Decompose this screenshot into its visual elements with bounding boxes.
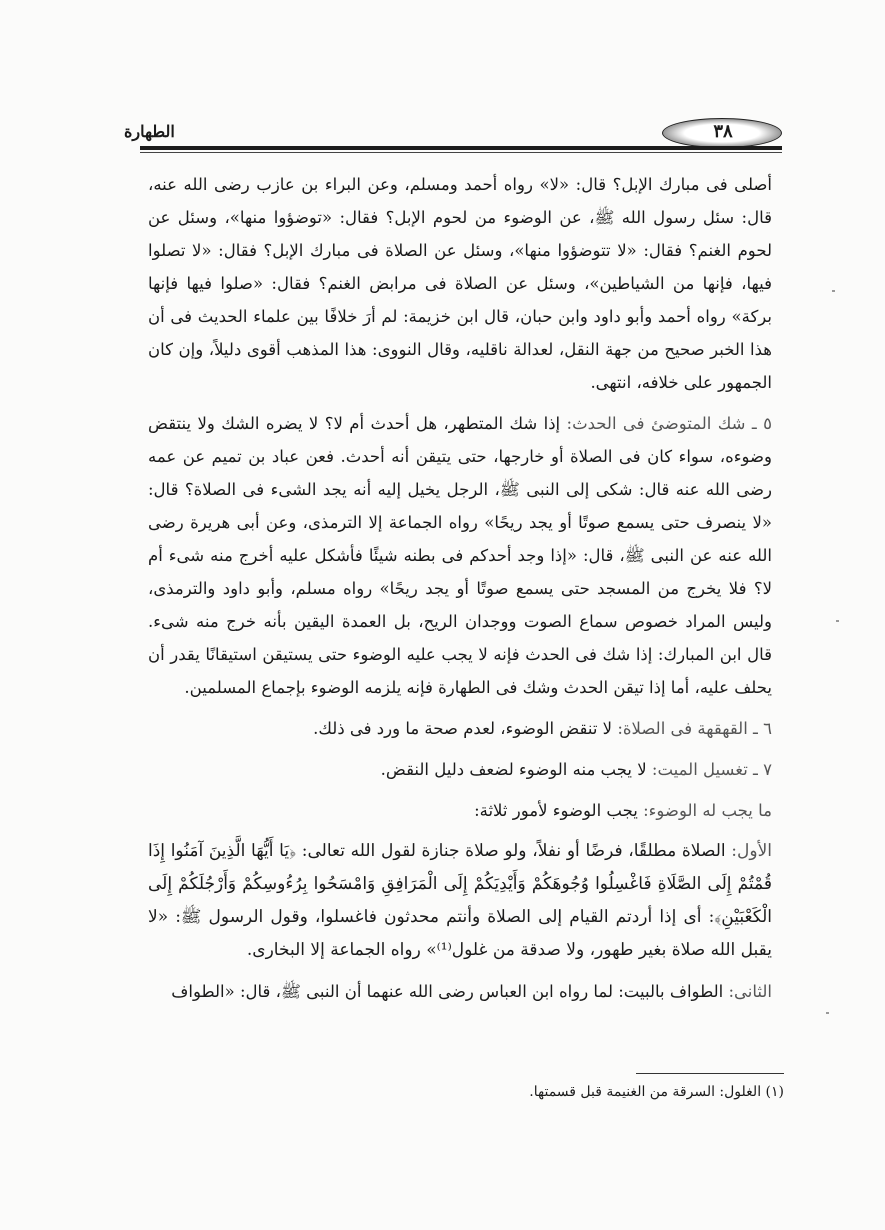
paragraph-5 — [148, 794, 772, 827]
paragraph-text: لا تنقض الوضوء، لعدم صحة ما ورد فى ذلك. — [313, 719, 618, 738]
header-rule-thin — [140, 152, 782, 153]
paragraph-7 — [148, 975, 772, 1008]
header-rule — [140, 146, 782, 150]
paragraph-heading: الأول: — [731, 841, 772, 861]
scan-speck — [826, 1012, 829, 1014]
paragraph-heading: ما يجب له الوضوء: — [643, 801, 772, 820]
paragraph-text: أصلى فى مبارك الإبل؟ قال: «لا» رواه أحمد ومسلم، وعن البراء بن عازب رضى الله عنه، قال: سئل رسول الله ﷺ، عن الوضوء من لحوم الإبل؟ فقال: «توضؤوا منها»، وسئل عن لحوم الغنم؟ فقال: «لا تتوضؤوا منها»، وسئل عن الصلاة فى مبارك الإبل؟ فقال: «لا تصلوا فيها، فإنها من الشياطين»، وسئل عن الصلاة فى مرابض الغنم؟ فقال: «صلوا فيها فإنها بركة» رواه أحمد وأبو داود وابن حبان، قال ابن خزيمة: لم أرَ خلافًا بين علماء الحديث فى أن هذا الخبر صحيح من جهة النقل، لعدالة ناقليه، وقال النووى: هذا المذهب أقوى دليلاً، وإن كان الجمهور على خلافه، انتهى. — [148, 175, 772, 392]
paragraph-text: يجب الوضوء لأمور ثلاثة: — [474, 801, 644, 820]
paragraph-text: الصلاة مطلقًا، فرضًا أو نفلاً، ولو صلاة جنازة لقول الله تعالى: ﴿يَا أَيُّهَا الَّذِينَ آمَنُوا إِذَا قُمْتُمْ إِلَى الصَّلَاةِ فَاغْسِلُوا وُجُوهَكُمْ وَأَيْدِيَكُمْ إِلَى الْمَرَافِقِ وَامْسَحُوا بِرُءُوسِكُمْ وَأَرْجُلَكُمْ إِلَى الْكَعْبَيْنِ﴾: أى إذا أردتم القيام إلى الصلاة وأنتم محدثون فاغسلوا، وقول الرسول ﷺ: «لا يقبل الله صلاة بغير طهور، ولا صدقة من غلول⁽¹⁾» رواه الجماعة إلا البخارى. — [148, 841, 772, 960]
paragraph-heading: ٦ ـ القهقهة فى الصلاة: — [617, 719, 772, 738]
footnote-separator — [636, 1073, 784, 1074]
paragraph-heading: ٧ ـ تغسيل الميت: — [651, 760, 772, 779]
section-title: الطهارة — [124, 122, 175, 141]
footnote: (١) الغلول: السرقة من الغنيمة قبل قسمتها. — [529, 1084, 784, 1100]
paragraph-1 — [148, 168, 772, 399]
scan-speck — [836, 620, 839, 622]
scan-speck — [832, 290, 835, 292]
paragraph-text: إذا شك المتطهر، هل أحدث أم لا؟ لا يضره الشك ولا ينتقض وضوءه، سواء كان فى الصلاة أو خارجها، حتى يتيقن أنه أحدث. فعن عباد بن تميم عن عمه رضى الله عنه قال: شكى إلى النبى ﷺ، الرجل يخيل إليه أنه يجد الشىء فى الصلاة؟ قال: «لا ينصرف حتى يسمع صوتًا أو يجد ريحًا» رواه الجماعة إلا الترمذى، وعن أبى هريرة رضى الله عنه عن النبى ﷺ، قال: «إذا وجد أحدكم فى بطنه شيئًا فأشكل عليه أخرج منه شىء أم لا؟ فلا يخرج من المسجد حتى يسمع صوتًا أو يجد ريحًا» رواه مسلم، وأبو داود والترمذى، وليس المراد خصوص سماع الصوت ووجدان الريح، بل العمدة اليقين بأنه خرج منه شىء. قال ابن المبارك: إذا شك فى الحدث فإنه لا يجب عليه الوضوء حتى يستيقن استيقانًا يقدر أن يحلف عليه، أما إذا تيقن الحدث وشك فى الطهارة فإنه يلزمه الوضوء بإجماع المسلمين. — [148, 414, 772, 697]
main-text — [148, 168, 772, 1016]
paragraph-heading: ٥ ـ شك المتوضئ فى الحدث: — [566, 414, 772, 433]
paragraph-2 — [148, 407, 772, 704]
paragraph-heading: الثانى: — [728, 982, 772, 1001]
paragraph-6 — [148, 835, 772, 967]
paragraph-text: الطواف بالبيت: لما رواه ابن العباس رضى الله عنهما أن النبى ﷺ، قال: «الطواف — [171, 982, 729, 1001]
page-number: ٣٨ — [713, 121, 733, 142]
paragraph-4 — [148, 753, 772, 786]
paragraph-text: لا يجب منه الوضوء لضعف دليل النقض. — [380, 760, 652, 779]
paragraph-3 — [148, 712, 772, 745]
